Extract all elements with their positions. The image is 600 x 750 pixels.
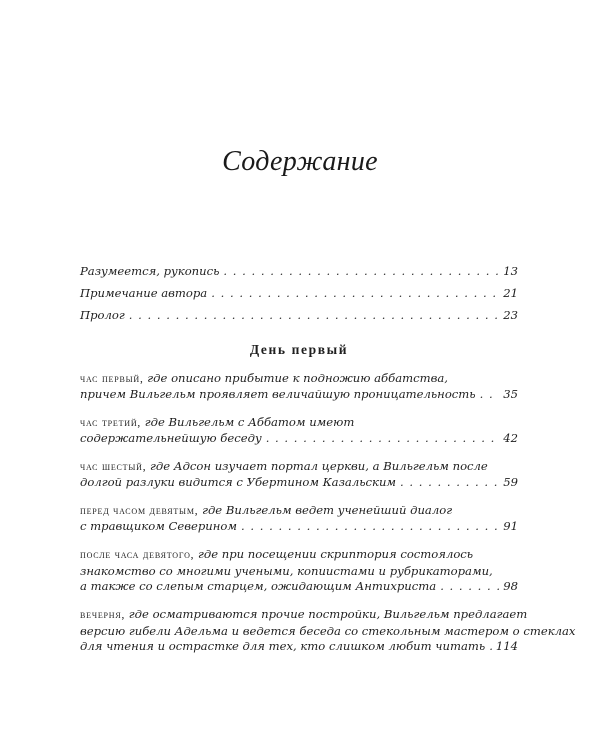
chapter-hour: час третий, [80, 417, 142, 429]
toc-chapter-vespers[interactable] [80, 606, 576, 654]
toc-entry-page: 21 [503, 286, 518, 300]
chapter-hour: вечерня, [80, 609, 126, 621]
toc-entry-author-note[interactable] [80, 286, 518, 308]
toc-entry-page: 23 [503, 308, 518, 322]
chapter-page: 91 [503, 519, 518, 533]
chapter-page: 59 [503, 475, 518, 489]
chapter-line [80, 546, 518, 563]
leader-dots [400, 475, 499, 490]
chapter-hour: час первый, [80, 373, 144, 385]
chapter-page: 98 [503, 579, 518, 593]
leader-dots [266, 431, 500, 446]
toc-entry-page: 13 [503, 264, 518, 278]
page-title: Содержание [222, 146, 378, 177]
chapter-line: версию гибели Адельма и ведется беседа со стекольным мастером о стеклах [80, 624, 576, 638]
chapter-line [80, 458, 518, 475]
toc-chapter-first-hour[interactable] [80, 370, 518, 402]
chapter-line [80, 370, 518, 387]
day-heading: День первый [249, 342, 349, 357]
chapter-text: где Вильгельм с Аббатом имеют [141, 415, 355, 429]
chapter-hour: после часа девятого, [80, 549, 195, 561]
toc-entry-prologue[interactable] [80, 308, 518, 330]
chapter-line [80, 502, 518, 519]
intro-entries [80, 264, 518, 330]
chapter-text: где Вильгельм ведет ученейший диалог [198, 503, 453, 517]
chapter-text: долгой разлуки видится с Убертином Казальским [80, 475, 397, 489]
chapter-last-line [80, 431, 518, 446]
leader-dots [223, 264, 499, 279]
toc-chapter-before-ninth-hour[interactable] [80, 502, 518, 534]
table-of-contents [80, 264, 576, 666]
chapter-text: для чтения и острастке для тех, кто слишком любит читать [80, 639, 486, 653]
leader-dots [241, 519, 499, 534]
chapter-page: 42 [503, 431, 518, 445]
chapter-page: 35 [503, 387, 518, 401]
chapter-line: знакомство со многими учеными, копиистами и рубрикаторами, [80, 564, 493, 578]
chapter-hour: час шестый, [80, 461, 147, 473]
chapter-text: с травщиком Северином [80, 519, 237, 533]
chapter-text: где осматриваются прочие постройки, Вильгельм предлагает [125, 607, 528, 621]
chapter-last-line [80, 475, 518, 490]
toc-entry-label: Пролог [80, 308, 125, 322]
chapter-last-line [80, 639, 518, 654]
chapter-text: где Адсон изучает портал церкви, а Вильгельм после [146, 459, 488, 473]
chapter-text: содержательнейшую беседу [80, 431, 262, 445]
chapter-line [80, 606, 528, 623]
leader-dots [440, 579, 499, 594]
chapter-last-line [80, 519, 518, 534]
leader-dots [211, 286, 499, 301]
chapter-last-line [80, 387, 518, 402]
leader-dots [480, 387, 500, 402]
toc-chapter-after-ninth-hour[interactable] [80, 546, 518, 594]
toc-chapter-sixth-hour[interactable] [80, 458, 518, 490]
chapter-text: причем Вильгельм проявляет величайшую проницательность [80, 387, 476, 401]
leader-dots [489, 639, 492, 654]
toc-entry-label: Разумеется, рукопись [80, 264, 220, 278]
chapter-page: 114 [495, 639, 518, 653]
toc-chapter-third-hour[interactable] [80, 414, 518, 446]
toc-entry-label: Примечание автора [80, 286, 208, 300]
chapter-text: где при посещении скриптория состоялось [194, 547, 474, 561]
toc-entry-manuscript[interactable] [80, 264, 518, 286]
chapter-text: где описано прибытие к подножию аббатства, [143, 371, 448, 385]
chapter-text: а также со слепым старцем, ожидающим Антихриста [80, 579, 437, 593]
chapter-line [80, 414, 518, 431]
leader-dots [129, 308, 500, 323]
chapter-last-line [80, 579, 518, 594]
chapter-hour: перед часом девятым, [80, 505, 199, 517]
